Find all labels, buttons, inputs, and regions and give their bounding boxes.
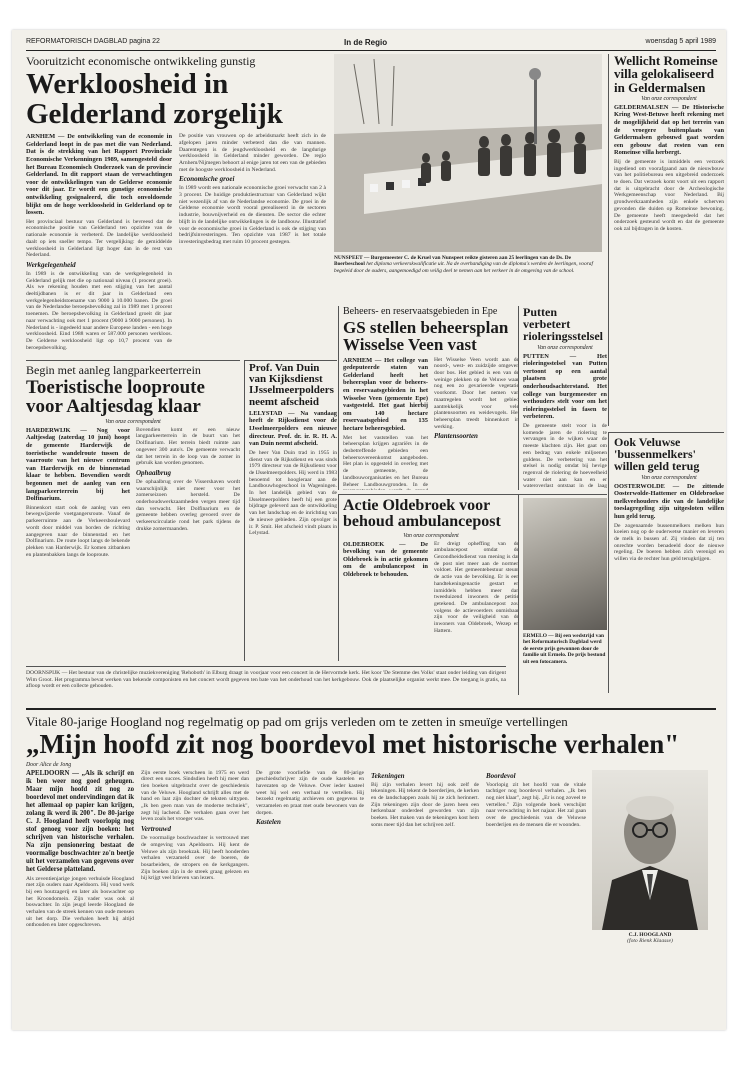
article-headline: GS stellen beheersplan Wisselse Veen vast (343, 318, 509, 355)
article-byline: Van onze correspondent (105, 418, 161, 425)
article-headline: Putten verbetert rioleringsstelsel (523, 306, 603, 344)
portrait-photo (592, 770, 708, 930)
article-body: Met het vaststellen van het beheersplan krijgen agrariërs in de desbetreffende gebieden een beheersovereenkomst aangeboden. Het plan is opgesteld in overleg met de gemeente, de landbouworganisaties en het Bureau Beheer Landbouwgronden. In de (343, 434, 428, 488)
article-subhead: Boordevol (486, 771, 516, 780)
article-byline: Van onze correspondent (403, 532, 459, 539)
article-romeinse-villa (608, 54, 724, 426)
article-subhead: Ophaalbrug (136, 468, 172, 477)
article-body: Bij de gemeente is inmiddels een verzoek ingediend om voorafgaand aan de nieuwbouw van het politiebureau een uitgebreid onderzoek te doen. Dat verzoek komt voort uit een rapport dat is uitgebracht door de Archeologische Werkgemeenschap voor Nederland. Bij grondwerkzaamheden zijn enkele scherven gevonden die duiden op Romeinse bewoning. De gemeente heeft meegedeeld dat het onderzoek gesteund wordt en dat de gemeente ook zal bijdragen in de kosten. (614, 158, 724, 232)
portrait-caption: C.J. HOOGLAND (628, 931, 672, 938)
article-body: De voormalige boschwachter is vertrouwd met de omgeving van Apeldoorn. Hij kent de Veluwe als zijn broekzak. Hij heeft honderden verhalen verzameld over de boeren, de bosarbeiders, de stropers en de kerkgangers. Zijn boeken zijn in de streek graag gelezen en hij krijgt veel brieven van lezers. (141, 835, 249, 882)
article-byline: Van onze correspondent (641, 95, 697, 102)
article-body: In 1989 is de ontwikkeling van de werkgelegenheid in Gelderland gelijk met die op nationaal niveau (1 procent groei). Als we rekening houden met een stijging van het aantal deeltijdbanen is er dit jaar in Gelderland een werkgelegenheidstoename van 9000 à 10.000 banen. De groei van de Nederlandse beroepsbevolking zal in 1989 met 1 procent toenemen. De beroepsbevolking in Gelderland groeit dit jaar naar verwachting ook met 1 procent (9000 à 9000 personen). In Nederland is - ingedeeld naar andere Europese landen - een hoge werkloosheid. Eind 1988 waren er 587.000 personen werkloos. De Gelderse werkloosheid ligt op 10,7 procent van de beroepsbevolking. (26, 270, 172, 351)
article-van-duin (244, 360, 337, 661)
article-headline: „Mijn hoofd zit nog boordevol met historische verhalen" (26, 729, 680, 759)
article-body: De ophaalbrug over de Vissershaven wordt waarschijnlijk niet meer voor het zomerseizoen hersteld. De onderhoudswerkzaamheden vergen meer tijd dan verwacht. Het Dolfinarium en de gemeente hebben overleg gevoerd over de verkeerscirculatie rond het park tijdens de drukke zomermaanden. (136, 478, 240, 532)
article-body: Bovendien komt er een nieuw langparkeerterrein in de buurt van het Dolfinarium. Het terrein biedt ruimte aan ongeveer 300 auto's. De gemeente verwacht dat het terrein in de loop van de zomer in gebruik kan worden genomen. (136, 426, 240, 467)
article-body: Binnenkort start ook de aanleg van een bewegwijzerde voetgangersroute. Vanaf de parkeerruimte aan de Verkeersboulevard wordt door middel van borden de richting aangegeven naar de binnenstad en het Dolfinarium. De route loopt langs de bekende plekken van Harderwijk. Er komen zitbanken en plantenbakken langs de looproute. (26, 504, 130, 558)
article-putten (518, 306, 607, 490)
article-headline: Werkloosheid in Gelderland zorgelijk (26, 68, 283, 130)
photo-caption: ERMELO — Bij een wedstrijd van het Reformatorisch Dagblad werd de eerste prijs gewonnen door de familie uit Ermelo. De prijs bestond uit een fotocamera. (523, 633, 606, 665)
photo-caption (334, 255, 602, 274)
article-headline: Actie Oldebroek voor behoud ambulancepost (343, 497, 501, 531)
article-kicker: Vitale 80-jarige Hoogland nog regelmatig op pad om grijs verleden om te zetten in smeuïge vertellingen (26, 714, 568, 729)
article-werkloosheid (26, 54, 326, 354)
article-headline: Toeristische looproute voor Aaltjesdag klaar (26, 377, 205, 418)
article-headline: Wellicht Romeinse villa gelokaliseerd in Geldermalsen (614, 54, 718, 95)
article-lead: OLDEBROEK — De bevolking van de gemeente Oldebroek is in actie gekomen om de ambulancepost in Oldebroek te behouden. (343, 540, 428, 578)
article-hoogland (26, 708, 716, 1028)
newspaper-page (12, 30, 726, 1030)
article-bussenmelkers (608, 432, 724, 693)
photo-block-nunspeet (334, 54, 602, 302)
article-lead: ARNHEM — De ontwikkeling van de economie in Gelderland loopt in de pas met die van Nederland. Dat is de strekking van het Rapport Provinciale Economische Verkenningen 1989, samengesteld door het Bureau Economisch Onderzoek van de provincie Gelderland. In dit rapport staan de verwachtingen voor de ontwikkelingen van de Gelderse economie voor dit jaar. Er wordt een gunstige economische ontwikkeling gesignaleerd, die toch onvoldoende blijkt om de hoge werkloosheid in Gelderland op te lossen. (26, 133, 172, 217)
article-lead: HARDERWIJK — Nog voor Aaltjesdag (zaterdag 10 juni) hoopt de gemeente Harderwijk de toeristische wandelroute tussen de vaarroute van het nieuwe centrum van Harderwijk en de binnenstad klaar te hebben. Bovendien wordt begonnen met de aanleg van een langparkeerterrein bij het Dolfinarium. (26, 426, 130, 503)
article-kicker: Vooruitzicht economische ontwikkeling gunstig (26, 54, 256, 68)
article-kicker: Beheers- en reservaatsgebieden in Epe (343, 306, 498, 317)
article-wisselse-veen (338, 306, 519, 490)
article-subhead: Economische groei (179, 175, 235, 184)
article-body: De zogenaamde bussenmelkers melken hun koeien nog op de ouderwetse manier en leveren de melk in bussen af. Zij vinden dat zij ten onrechte worden benadeeld door de nieuwe regeling. De boeren hebben zich verenigd en willen via de rechter hun geld terugkrijgen. (614, 522, 724, 563)
portrait-credit: (foto Rienk Klaasse) (627, 937, 673, 944)
article-subhead: Werkgelegenheid (26, 260, 76, 269)
article-body: Als zeventienjarige jongen verhuisde Hoogland met zijn ouders naar Apeldoorn. Hij vond werk bij een houtzagerij en later als boswachter op het Kroondomein. Zijn vader was ook al boswachter. In zijn jeugd leerde Hoogland de verhalen van de streek kennen van oude mensen uit het dorp. Die verhalen heeft hij altijd onthouden en later opgeschreven. (26, 875, 134, 929)
photo-caption-rest: het diploma verkeerskwalificatie uit. Na de overhandiging van de diploma's werden de leerlingen, vooraf begeleid door de ouders, aangemoedigd om veilig deel te nemen aan het verkeer in de omgeving van de school. (334, 261, 593, 274)
header-right: woensdag 5 april 1989 (645, 38, 716, 45)
article-headline: Ook Veluwse 'bussenmelkers' willen geld terug (614, 435, 700, 474)
article-kicker: Begin met aanleg langparkeerterrein (26, 363, 201, 377)
article-subhead: Kastelen (256, 818, 281, 827)
page-header (26, 36, 716, 51)
article-lead: LELYSTAD — Na vandaag heeft de Rijksdienst voor de IJsselmeerpolders een nieuwe directeur. Prof. dr. ir. R. H. A. van Duin neemt afscheid. (249, 409, 337, 448)
article-byline: Van onze correspondent (641, 474, 697, 481)
article-body: Er dreigt opheffing van de ambulancepost omdat de Gezondheidsdienst van mening is dat de post niet meer aan de normen voldoet. Het gemeentebestuur steunt de actie van de bevolking. Er is een handtekeningenactie gestart en inmiddels hebben meer dan tweeduizend inwoners de petitie getekend. De ambulancepost zou volgens de actievoerders onmisbaar zijn voor de veiligheid van de inwoners van Oldebroek, Wezep en Hattem. (434, 540, 519, 634)
article-body: In 1989 wordt een nationale economische groei verwacht van 2 à 3 procent. De huidige produktiestructuur van Gelderland wijkt niet wezenlijk af van de Nederlandse economie. De groei in de Gelderse economie wordt vooral gerealiseerd in de sectoren industrie, bouwnijverheid en de diensten. De sector die echter blijft in de landelijke ontwikkelingen is de landbouw. Illustratief voor de economische groei in Gelderland is ook de stijging van bedrijfsinvesteringen. Ten opzichte van 1987 is het totale investeringsbedrag met ruim 10 procent gestegen. (179, 185, 326, 245)
article-body: Het Wisselse Veen wordt aan de noord-, west- en zuidzijde omgeven door bos. Het gebied is een van de weinige plekken op de Veluwe waar nog een zo gevarieerde vegetatie voorkomt. Door het nemen van maatregelen wordt het gebied aantrekkelijk voor vele plantensoorten en weidevogels. Het beheersplan treedt binnenkort in werking. (434, 356, 519, 430)
portrait-illustration (592, 770, 708, 930)
article-subhead: Tekeningen (371, 771, 405, 780)
article-body: Bij zijn verhalen levert hij ook zelf de tekeningen. Hij tekent de boerderijen, de kerken en de landschappen zoals hij ze zich herinnert. Zijn tekeningen zijn door de jaren heen een herkenbaar onderdeel geworden van zijn boeken. Het maken van de tekeningen kost hem soms meer tijd dan het schrijven zelf. (371, 781, 479, 828)
news-brief-doornspijk (26, 666, 506, 703)
article-lead: PUTTEN — Het rioleringsstelsel van Putten vertoont op een aantal plaatsen grote onderhoudsachterstand. Het college van burgemeester en wethouders stelt voor om het rioleringsstelsel in fasen te verbeteren. (523, 352, 607, 421)
article-body: De heer Van Duin trad in 1955 in dienst van de Rijksdienst en was sinds 1979 directeur van de Rijksdienst voor de IJsselmeerpolders. Hij werd in 1983 benoemd tot hoogleraar aan de Landbouwhogeschool in Wageningen. In het landelijk gebied van de IJsselmeerpolders heeft hij een grote bijdrage geleverd aan de ontwikkeling van het landschap en de inrichting van de nieuwe gebieden. Zijn opvolger is ir. P. Smit. Het afscheid vindt plaats in Lelystad. (249, 449, 337, 537)
article-looproute (26, 360, 240, 661)
article-lead: GELDERMALSEN — De Historische Kring West-Betuwe heeft rekening met de mogelijkheid dat op het terrein van de vroegere buitenplaats van Geldermalsen gebouwd gaat worden een gebouw dat resten van een Romeinse villa herbergt. (614, 103, 724, 157)
article-oldebroek (338, 494, 519, 661)
article-body: Voorlopig zit het hoofd van de vitale tachtiger nog boordevol verhalen. „Ik ben nog niet klaar", zegt hij. „Er is nog zoveel te vertellen." Zijn volgende boek verschijnt naar verwachting in het najaar. Het zal gaan over de geschiedenis van de Veluwse boerderijen en de mensen die er woonden. (486, 781, 586, 828)
article-body: Zijn eerste boek verscheen in 1975 en werd direct een succes. Sindsdien heeft hij meer dan tien boeken uitgebracht over de geschiedenis van de Veluwe. Hoogland schrijft alles met de hand en laat zijn dochter de teksten uittypen. „Ik ben geen man van de moderne techniek", zegt hij lachend. De verhalen gaan over het leven zoals het vroeger was. (141, 769, 249, 823)
article-byline: Van onze correspondent (537, 344, 593, 351)
photo-block-ermelo (518, 494, 607, 695)
brief-text: DOORNSPIJK — Het bestuur van de christelijke muziekvereniging 'Rehoboth' in Elburg draagt in voorjaar voor een concert in de Hervormde kerk. Het koor 'De Stemme des Volks' staat onder leiding van dirigent Wim Groot. Het programma bevat werken van bekende componisten en het concert wordt gegeven ten bate van het onderhoud van het kerkgebouw. Ook de plaatselijke organist werkt mee. De toegang is gratis, na afloop wordt er een collecte gehouden. (26, 670, 506, 690)
article-lead: OOSTERWOLDE — De zittende Oosterwolde-Hattemer en Oldebroekse melkveehouders die van de landelijke toeslagregeling zijn uitgesloten willen hun geld terug. (614, 482, 724, 521)
photo-caption-bold: NUNSPEET — Burgemeester C. de Kruel van Nunspeet reikte gisteren aan 25 leerlingen van de Ds. De Boerbeschool (334, 255, 572, 268)
photo-ermelo (523, 498, 607, 630)
article-body: Het provinciaal bestuur van Gelderland is bevreesd dat de economische positie van Gelderland ten opzichte van de nationale economie is verbeterd. De landelijke werkloosheid daalt op iets sneller tempo. Ter vergelijking: de gemiddelde werkloosheid in Gelderland ligt hoger dan in de rest van Nederland. (26, 218, 172, 259)
photo-illustration (334, 54, 602, 252)
article-body: De gemeente stelt voor in de komende jaren de riolering te vervangen in de wijken waar de meeste klachten zijn. Het gaat om een bedrag van enkele miljoenen guldens. De verbetering van het stelsel is nodig omdat bij hevige regenval de riolering de hoeveelheid water niet aan kan en er wateroverlast ontstaat in de laag (523, 423, 607, 490)
article-headline: Prof. Van Duin van Kijksdienst IJsselmeerpolders neemt afscheid (249, 362, 334, 408)
photo-nunspeet (334, 54, 602, 252)
article-body: De grote voorliefde van de 80-jarige geschiedschrijver zijn de oude kastelen en havezaten op de Veluwe. Over ieder kasteel weet hij wel een verhaal te vertellen. Hij bezoekt regelmatig archieven om gegevens te verzamelen en praat met oude bewoners van de dorpen. (256, 769, 364, 816)
article-subhead: Vertrouwd (141, 825, 171, 834)
article-byline: Door Alice de Jong (26, 761, 72, 768)
article-lead: APELDOORN — „Als ik schrijf en ik ben weer nog goed geheugen. Maar mijn hoofd zit nog zo boordevol met ondervindingen dat ik het allemaal op papier kan krijgen, zolang ik werd ik 200". De 80-jarige C. J. Hoogland heeft voorlopig nog stof genoeg voor zijn boeken: het schrijven van historische verhalen. Na zijn pensionering bestaat de voormalige boschwachter zo'n beetje uit het verzamelen van gegevens over het Gelderse platteland. (26, 769, 134, 873)
header-left: REFORMATORISCH DAGBLAD pagina 22 (26, 38, 160, 45)
article-body: De positie van vrouwen op de arbeidsmarkt heeft zich in de afgelopen jaren minder verbeterd dan die van mannen. Daarentegen is de jeugdwerkloosheid en de langdurige werkloosheid in Gelderland minder geworden. De regio Arnhem/Nijmegen behoort al enige jaren tot een van de gebieden met de hoogste werkloosheid in Nederland. (179, 133, 326, 173)
header-center: In de Regio (344, 38, 388, 47)
article-lead: ARNHEM — Het college van gedeputeerde staten van Gelderland heeft het beheersplan voor de beheers- en reservaatsgebieden in het Wisselse Veen (gemeente Epe) vastgesteld. Het gaat hierbij om 140 hectare reservaatsgebied en 135 hectare beheersgebied. (343, 356, 428, 432)
article-subhead: Plantensoorten (434, 432, 478, 441)
